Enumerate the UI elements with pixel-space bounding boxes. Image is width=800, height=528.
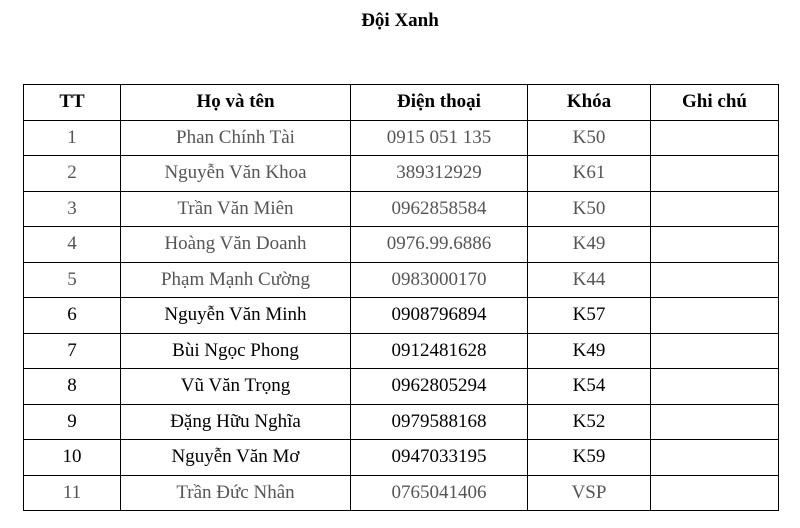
header-name: Họ và tên xyxy=(121,85,351,121)
cell-khoa: K59 xyxy=(528,440,651,476)
cell-khoa: K50 xyxy=(528,191,651,227)
cell-tt: 6 xyxy=(24,298,121,334)
table-row xyxy=(24,120,779,156)
cell-name: Trần Văn Miên xyxy=(121,191,351,227)
cell-tt: 10 xyxy=(24,440,121,476)
cell-name: Nguyễn Văn Khoa xyxy=(121,156,351,192)
table-row xyxy=(24,227,779,263)
cell-tt: 11 xyxy=(24,475,121,511)
cell-name: Vũ Văn Trọng xyxy=(121,369,351,405)
table-row xyxy=(24,156,779,192)
cell-phone: 0912481628 xyxy=(351,333,528,369)
cell-note xyxy=(651,120,779,156)
member-table xyxy=(23,84,779,511)
cell-name: Phan Chính Tài xyxy=(121,120,351,156)
table-row xyxy=(24,475,779,511)
cell-name: Đặng Hữu Nghĩa xyxy=(121,404,351,440)
cell-note xyxy=(651,475,779,511)
cell-khoa: K61 xyxy=(528,156,651,192)
table-row xyxy=(24,404,779,440)
cell-name: Bùi Ngọc Phong xyxy=(121,333,351,369)
cell-note xyxy=(651,262,779,298)
cell-phone: 0962858584 xyxy=(351,191,528,227)
cell-note xyxy=(651,440,779,476)
table-row xyxy=(24,440,779,476)
cell-tt: 4 xyxy=(24,227,121,263)
cell-phone: 0962805294 xyxy=(351,369,528,405)
cell-phone: 389312929 xyxy=(351,156,528,192)
cell-phone: 0908796894 xyxy=(351,298,528,334)
table-row xyxy=(24,298,779,334)
header-phone: Điện thoại xyxy=(351,85,528,121)
cell-khoa: K54 xyxy=(528,369,651,405)
cell-note xyxy=(651,404,779,440)
cell-khoa: VSP xyxy=(528,475,651,511)
cell-phone: 0765041406 xyxy=(351,475,528,511)
cell-tt: 3 xyxy=(24,191,121,227)
cell-note xyxy=(651,298,779,334)
cell-name: Nguyễn Văn Mơ xyxy=(121,440,351,476)
cell-phone: 0983000170 xyxy=(351,262,528,298)
cell-phone: 0979588168 xyxy=(351,404,528,440)
cell-note xyxy=(651,191,779,227)
table-row xyxy=(24,191,779,227)
table-row xyxy=(24,333,779,369)
cell-khoa: K49 xyxy=(528,227,651,263)
header-khoa: Khóa xyxy=(528,85,651,121)
cell-khoa: K52 xyxy=(528,404,651,440)
table-header-row xyxy=(24,85,779,121)
table-row xyxy=(24,369,779,405)
cell-tt: 9 xyxy=(24,404,121,440)
cell-khoa: K44 xyxy=(528,262,651,298)
cell-khoa: K57 xyxy=(528,298,651,334)
cell-tt: 1 xyxy=(24,120,121,156)
document-title: Đội Xanh xyxy=(361,10,439,31)
cell-name: Trần Đức Nhân xyxy=(121,475,351,511)
cell-note xyxy=(651,156,779,192)
cell-phone: 0947033195 xyxy=(351,440,528,476)
cell-name: Phạm Mạnh Cường xyxy=(121,262,351,298)
cell-khoa: K50 xyxy=(528,120,651,156)
cell-note xyxy=(651,227,779,263)
cell-name: Nguyễn Văn Minh xyxy=(121,298,351,334)
cell-note xyxy=(651,333,779,369)
cell-name: Hoàng Văn Doanh xyxy=(121,227,351,263)
cell-tt: 2 xyxy=(24,156,121,192)
cell-phone: 0976.99.6886 xyxy=(351,227,528,263)
header-note: Ghi chú xyxy=(651,85,779,121)
table-row xyxy=(24,262,779,298)
cell-note xyxy=(651,369,779,405)
header-tt: TT xyxy=(24,85,121,121)
cell-tt: 7 xyxy=(24,333,121,369)
cell-khoa: K49 xyxy=(528,333,651,369)
cell-phone: 0915 051 135 xyxy=(351,120,528,156)
cell-tt: 5 xyxy=(24,262,121,298)
cell-tt: 8 xyxy=(24,369,121,405)
